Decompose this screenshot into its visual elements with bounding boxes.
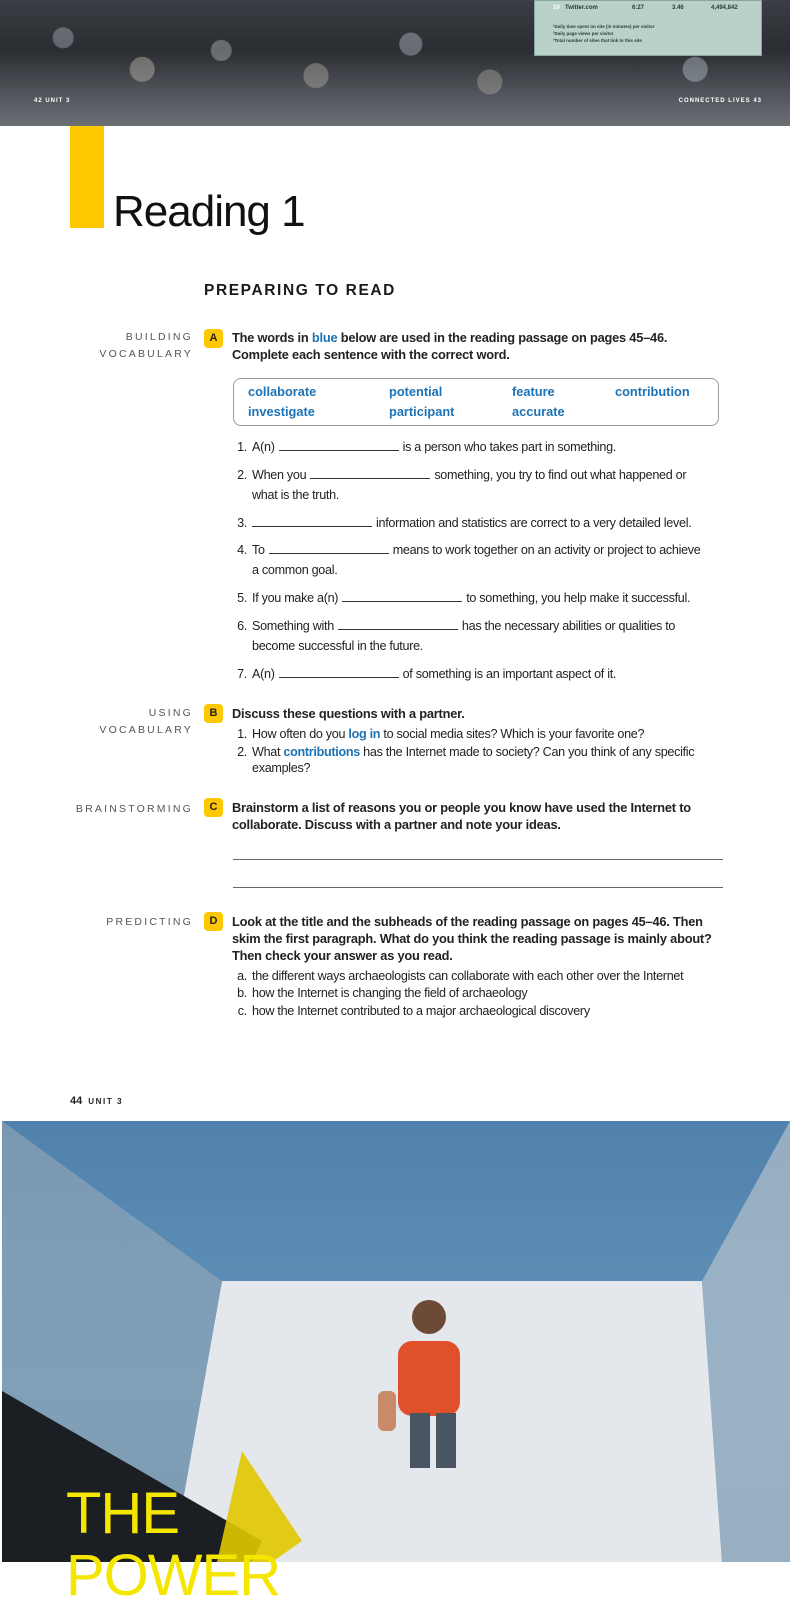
page-title: Reading 1 (113, 187, 305, 236)
activity-c-label (33, 801, 193, 818)
instr-blue-word: blue (311, 330, 338, 345)
activity-b-badge: B (204, 704, 223, 723)
vocab-word: log in (348, 727, 381, 741)
page-footer (70, 1095, 123, 1107)
unit-label: UNIT 3 (88, 1097, 124, 1106)
item-text: How often do you (252, 727, 349, 741)
item-text: If you make a(n) (252, 591, 339, 605)
notes-line[interactable] (233, 887, 723, 888)
notes-line[interactable] (233, 859, 723, 860)
activity-b-label (33, 705, 193, 739)
page-number: 44 (70, 1095, 83, 1107)
word-bank-item: investigate (248, 404, 315, 419)
item-number: 1. (237, 727, 247, 741)
item-text: What (252, 745, 284, 759)
item-text: what is the truth. (252, 488, 339, 502)
side-label-line: BUILDING (125, 331, 193, 343)
word-bank-item: accurate (512, 404, 565, 419)
activity-d-badge: D (204, 912, 223, 931)
activity-a-label (33, 329, 193, 363)
answer-blank[interactable] (279, 665, 399, 678)
word-bank-item: collaborate (248, 384, 317, 399)
activity-d-instruction: Look at the title and the subheads of the reading passage on pages 45–46. Then skim the first paragraph. What do you think the reading passage is mainly about? Then check your answer as you read. (232, 914, 712, 963)
activity-d-label (33, 914, 193, 931)
item-text: A(n) (252, 440, 275, 454)
item-text: to social media sites? Which is your favorite one? (380, 727, 645, 741)
item-number: 3. (237, 516, 247, 530)
side-label-line: VOCABULARY (99, 348, 193, 360)
side-label-line: USING (148, 707, 193, 719)
item-text: examples? (252, 761, 311, 775)
item-number: 6. (237, 619, 247, 633)
item-text: of something is an important aspect of it. (402, 667, 617, 681)
option-text: how the Internet is changing the field of archaeology (252, 986, 528, 1000)
stats-site: Twitter.com (565, 5, 598, 11)
item-number: 5. (237, 591, 247, 605)
item-text: a common goal. (252, 563, 338, 577)
heading-accent-bar (70, 126, 104, 228)
word-bank-item: potential (389, 384, 443, 399)
item-text: A(n) (252, 667, 275, 681)
word-bank-item: participant (389, 404, 455, 419)
instr-text: The words in (232, 330, 312, 345)
option-letter: a. (237, 969, 247, 983)
activity-a-instruction (232, 329, 722, 363)
top-crowd-photo (0, 0, 790, 126)
bottom-cube-photo (2, 1121, 790, 1608)
item-number: 2. (237, 745, 247, 759)
answer-blank[interactable] (279, 438, 399, 451)
stats-footnote: ¹Daily time spent on site (in minutes) per visitor (553, 24, 655, 29)
stats-footnote: ²Daily page views per visitor (553, 31, 614, 36)
answer-blank[interactable] (252, 514, 372, 527)
item-text: to something, you help make it successful. (466, 591, 691, 605)
answer-blank[interactable] (269, 541, 389, 554)
item-text: is a person who takes part in something. (402, 440, 617, 454)
article-title (66, 1483, 280, 1607)
stats-time: 6:27 (632, 5, 645, 11)
vocab-word: contributions (283, 745, 360, 759)
item-number: 1. (237, 440, 247, 454)
item-text: Something with (252, 619, 334, 633)
answer-blank[interactable] (338, 617, 458, 630)
activity-a-badge: A (204, 329, 223, 348)
item-text: To (252, 543, 265, 557)
item-text: means to work together on an activity or project to achieve (392, 543, 701, 557)
article-title-line: THE (66, 1481, 179, 1546)
website-stats-table (534, 0, 762, 56)
stats-footnote: ³Total number of sites that link to this site (553, 38, 642, 43)
item-number: 2. (237, 468, 247, 482)
option-letter: b. (237, 986, 247, 1000)
activity-c-instruction: Brainstorm a list of reasons you or people you know have used the Internet to collaborate. Discuss with a partner and note your ideas. (232, 800, 691, 832)
word-bank (233, 378, 719, 426)
item-text: has the Internet made to society? Can you think of any specific (359, 745, 695, 759)
option-text: the different ways archaeologists can collaborate with each other over the Internet (252, 969, 684, 983)
side-label-line: PREDICTING (106, 916, 193, 928)
previous-page-folio: 42 UNIT 3 (34, 98, 71, 104)
item-text: become successful in the future. (252, 639, 424, 653)
stats-links: 4,494,842 (711, 5, 738, 11)
activity-c-badge: C (204, 798, 223, 817)
stats-views: 3.46 (672, 5, 684, 11)
previous-page-folio-right: CONNECTED LIVES 43 (678, 98, 762, 104)
item-text: something, you try to find out what happened or (434, 468, 687, 482)
option-text: how the Internet contributed to a major archaeological discovery (252, 1004, 590, 1018)
item-number: 4. (237, 543, 247, 557)
item-text: When you (252, 468, 307, 482)
stats-rank: 10 (553, 5, 560, 11)
activity-b-instruction: Discuss these questions with a partner. (232, 706, 465, 721)
side-label-line: BRAINSTORMING (75, 803, 193, 815)
section-heading: PREPARING TO READ (204, 282, 396, 299)
word-bank-item: feature (512, 384, 555, 399)
instr-text: below are used in the reading passage on pages 45–46. Complete each sentence with the correct word. (232, 330, 668, 362)
option-letter: c. (237, 1004, 247, 1018)
item-text: has the necessary abilities or qualities to (461, 619, 676, 633)
stats-row (553, 5, 753, 15)
answer-blank[interactable] (342, 589, 462, 602)
side-label-line: VOCABULARY (99, 724, 193, 736)
item-number: 7. (237, 667, 247, 681)
article-title-line: POWER (66, 1543, 281, 1608)
stats-footnotes (553, 23, 655, 44)
item-text: information and statistics are correct to a very detailed level. (376, 516, 692, 530)
answer-blank[interactable] (310, 466, 430, 479)
word-bank-item: contribution (615, 384, 690, 399)
